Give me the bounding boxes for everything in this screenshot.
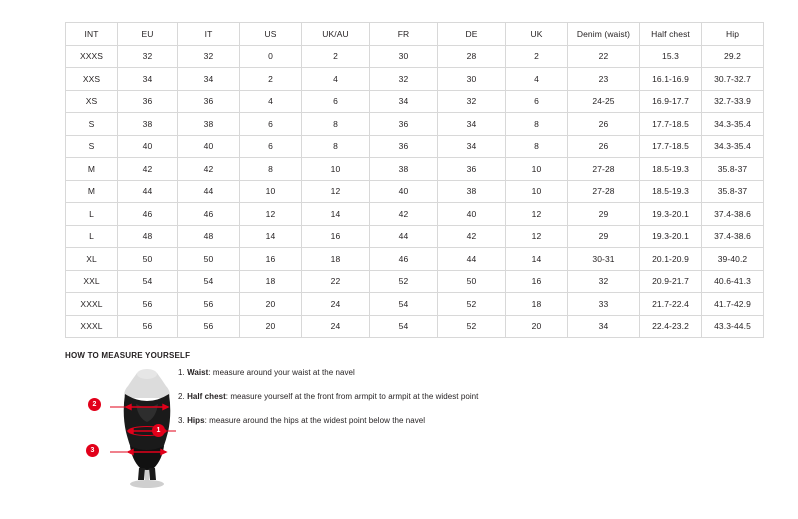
cell: 8 xyxy=(302,113,370,136)
cell: 28 xyxy=(438,45,506,68)
cell: 44 xyxy=(118,180,178,203)
cell: 18 xyxy=(302,248,370,271)
cell: 17.7-18.5 xyxy=(640,113,702,136)
cell: 44 xyxy=(438,248,506,271)
cell: L xyxy=(66,203,118,226)
cell: 36 xyxy=(370,135,438,158)
cell: 20 xyxy=(506,315,568,338)
cell: 36 xyxy=(118,90,178,113)
table-row xyxy=(66,180,764,203)
cell: 4 xyxy=(240,90,302,113)
step-text: : measure yourself at the front from armpit to armpit at the widest point xyxy=(225,392,479,401)
cell: 30-31 xyxy=(568,248,640,271)
cell: 29 xyxy=(568,203,640,226)
measure-marker-2: 2 xyxy=(88,398,101,411)
cell: 39-40.2 xyxy=(702,248,764,271)
cell: 38 xyxy=(118,113,178,136)
cell: S xyxy=(66,135,118,158)
cell: 16 xyxy=(506,270,568,293)
cell: 52 xyxy=(438,293,506,316)
cell: 24-25 xyxy=(568,90,640,113)
cell: 44 xyxy=(370,225,438,248)
measure-instructions xyxy=(178,367,698,439)
cell: XXS xyxy=(66,68,118,91)
cell: 36 xyxy=(178,90,240,113)
cell: 34.3-35.4 xyxy=(702,113,764,136)
cell: 48 xyxy=(118,225,178,248)
cell: 29.2 xyxy=(702,45,764,68)
cell: 54 xyxy=(370,315,438,338)
cell: 18 xyxy=(240,270,302,293)
cell: 32.7-33.9 xyxy=(702,90,764,113)
cell: S xyxy=(66,113,118,136)
cell: 2 xyxy=(240,68,302,91)
cell: 29 xyxy=(568,225,640,248)
cell: 6 xyxy=(302,90,370,113)
cell: 34.3-35.4 xyxy=(702,135,764,158)
cell: 14 xyxy=(240,225,302,248)
column-header: Hip xyxy=(702,23,764,46)
cell: 23 xyxy=(568,68,640,91)
cell: XXXL xyxy=(66,315,118,338)
cell: 12 xyxy=(302,180,370,203)
cell: 20.9-21.7 xyxy=(640,270,702,293)
how-to-measure-title: HOW TO MEASURE YOURSELF xyxy=(65,351,191,360)
cell: 19.3-20.1 xyxy=(640,203,702,226)
cell: L xyxy=(66,225,118,248)
cell: 26 xyxy=(568,113,640,136)
measure-marker-3: 3 xyxy=(86,444,99,457)
cell: XXL xyxy=(66,270,118,293)
cell: 24 xyxy=(302,315,370,338)
cell: 43.3-44.5 xyxy=(702,315,764,338)
step-number: 3. xyxy=(178,416,185,425)
cell: 12 xyxy=(506,203,568,226)
table-row xyxy=(66,248,764,271)
table-row xyxy=(66,270,764,293)
cell: 20 xyxy=(240,315,302,338)
table-row xyxy=(66,68,764,91)
cell: 30 xyxy=(438,68,506,91)
cell: 22 xyxy=(302,270,370,293)
cell: 40 xyxy=(438,203,506,226)
cell: 38 xyxy=(178,113,240,136)
cell: 15.3 xyxy=(640,45,702,68)
measure-step xyxy=(178,367,698,378)
cell: 6 xyxy=(240,113,302,136)
cell: 44 xyxy=(178,180,240,203)
column-header: EU xyxy=(118,23,178,46)
cell: 4 xyxy=(302,68,370,91)
step-term: Waist xyxy=(187,368,209,377)
cell: 46 xyxy=(370,248,438,271)
cell: 41.7-42.9 xyxy=(702,293,764,316)
cell: 2 xyxy=(506,45,568,68)
cell: XL xyxy=(66,248,118,271)
cell: 52 xyxy=(438,315,506,338)
cell: 48 xyxy=(178,225,240,248)
cell: XS xyxy=(66,90,118,113)
table-header-row xyxy=(66,23,764,46)
cell: 4 xyxy=(506,68,568,91)
table-row xyxy=(66,293,764,316)
cell: 10 xyxy=(506,180,568,203)
cell: 17.7-18.5 xyxy=(640,135,702,158)
cell: 8 xyxy=(506,113,568,136)
cell: 46 xyxy=(178,203,240,226)
cell: 24 xyxy=(302,293,370,316)
cell: 34 xyxy=(438,135,506,158)
cell: 46 xyxy=(118,203,178,226)
column-header: INT xyxy=(66,23,118,46)
cell: 21.7-22.4 xyxy=(640,293,702,316)
cell: 10 xyxy=(302,158,370,181)
cell: 32 xyxy=(438,90,506,113)
cell: 56 xyxy=(118,293,178,316)
cell: 35.8-37 xyxy=(702,158,764,181)
table-row xyxy=(66,113,764,136)
column-header: UK/AU xyxy=(302,23,370,46)
cell: 10 xyxy=(240,180,302,203)
cell: 32 xyxy=(118,45,178,68)
cell: 14 xyxy=(506,248,568,271)
column-header: Half chest xyxy=(640,23,702,46)
cell: 34 xyxy=(178,68,240,91)
column-header: IT xyxy=(178,23,240,46)
step-text: : measure around the hips at the widest point below the navel xyxy=(204,416,426,425)
cell: XXXL xyxy=(66,293,118,316)
cell: 6 xyxy=(506,90,568,113)
cell: 6 xyxy=(240,135,302,158)
cell: 8 xyxy=(240,158,302,181)
cell: 2 xyxy=(302,45,370,68)
table-row xyxy=(66,135,764,158)
cell: 19.3-20.1 xyxy=(640,225,702,248)
cell: 32 xyxy=(178,45,240,68)
cell: M xyxy=(66,158,118,181)
step-term: Half chest xyxy=(187,392,226,401)
cell: 18.5-19.3 xyxy=(640,158,702,181)
cell: 52 xyxy=(370,270,438,293)
column-header: Denim (waist) xyxy=(568,23,640,46)
cell: 30.7-32.7 xyxy=(702,68,764,91)
cell: 54 xyxy=(370,293,438,316)
cell: 0 xyxy=(240,45,302,68)
cell: 42 xyxy=(118,158,178,181)
cell: 37.4-38.6 xyxy=(702,203,764,226)
cell: 40 xyxy=(178,135,240,158)
cell: 40.6-41.3 xyxy=(702,270,764,293)
cell: 36 xyxy=(370,113,438,136)
cell: 10 xyxy=(506,158,568,181)
cell: 56 xyxy=(118,315,178,338)
cell: 50 xyxy=(178,248,240,271)
cell: 34 xyxy=(118,68,178,91)
cell: 34 xyxy=(438,113,506,136)
size-chart xyxy=(65,22,751,338)
cell: 12 xyxy=(506,225,568,248)
cell: 56 xyxy=(178,293,240,316)
step-number: 1. xyxy=(178,368,185,377)
cell: 50 xyxy=(438,270,506,293)
column-header: US xyxy=(240,23,302,46)
cell: 40 xyxy=(118,135,178,158)
cell: 27-28 xyxy=(568,180,640,203)
cell: 33 xyxy=(568,293,640,316)
cell: 50 xyxy=(118,248,178,271)
cell: 26 xyxy=(568,135,640,158)
cell: XXXS xyxy=(66,45,118,68)
cell: 54 xyxy=(118,270,178,293)
measure-step xyxy=(178,391,698,402)
cell: 18.5-19.3 xyxy=(640,180,702,203)
cell: 42 xyxy=(178,158,240,181)
cell: 32 xyxy=(370,68,438,91)
cell: 14 xyxy=(302,203,370,226)
cell: 42 xyxy=(370,203,438,226)
cell: 27-28 xyxy=(568,158,640,181)
cell: 56 xyxy=(178,315,240,338)
table-row xyxy=(66,90,764,113)
cell: 40 xyxy=(370,180,438,203)
step-text: : measure around your waist at the navel xyxy=(208,368,355,377)
cell: 38 xyxy=(438,180,506,203)
cell: 16 xyxy=(302,225,370,248)
table-row xyxy=(66,315,764,338)
cell: 32 xyxy=(568,270,640,293)
table-row xyxy=(66,225,764,248)
table-row xyxy=(66,45,764,68)
table-row xyxy=(66,203,764,226)
cell: 16.1-16.9 xyxy=(640,68,702,91)
cell: 8 xyxy=(506,135,568,158)
step-term: Hips xyxy=(187,416,205,425)
column-header: UK xyxy=(506,23,568,46)
table-row xyxy=(66,158,764,181)
cell: 8 xyxy=(302,135,370,158)
measure-step xyxy=(178,415,698,426)
cell: 34 xyxy=(568,315,640,338)
step-number: 2. xyxy=(178,392,185,401)
cell: 38 xyxy=(370,158,438,181)
cell: 42 xyxy=(438,225,506,248)
cell: 18 xyxy=(506,293,568,316)
cell: 20 xyxy=(240,293,302,316)
cell: 34 xyxy=(370,90,438,113)
cell: 22 xyxy=(568,45,640,68)
cell: 20.1-20.9 xyxy=(640,248,702,271)
cell: 37.4-38.6 xyxy=(702,225,764,248)
measure-marker-1: 1 xyxy=(152,424,165,437)
cell: 30 xyxy=(370,45,438,68)
cell: 54 xyxy=(178,270,240,293)
cell: 36 xyxy=(438,158,506,181)
size-table xyxy=(65,22,764,338)
column-header: FR xyxy=(370,23,438,46)
cell: M xyxy=(66,180,118,203)
cell: 35.8-37 xyxy=(702,180,764,203)
column-header: DE xyxy=(438,23,506,46)
cell: 16 xyxy=(240,248,302,271)
cell: 12 xyxy=(240,203,302,226)
cell: 16.9-17.7 xyxy=(640,90,702,113)
cell: 22.4-23.2 xyxy=(640,315,702,338)
